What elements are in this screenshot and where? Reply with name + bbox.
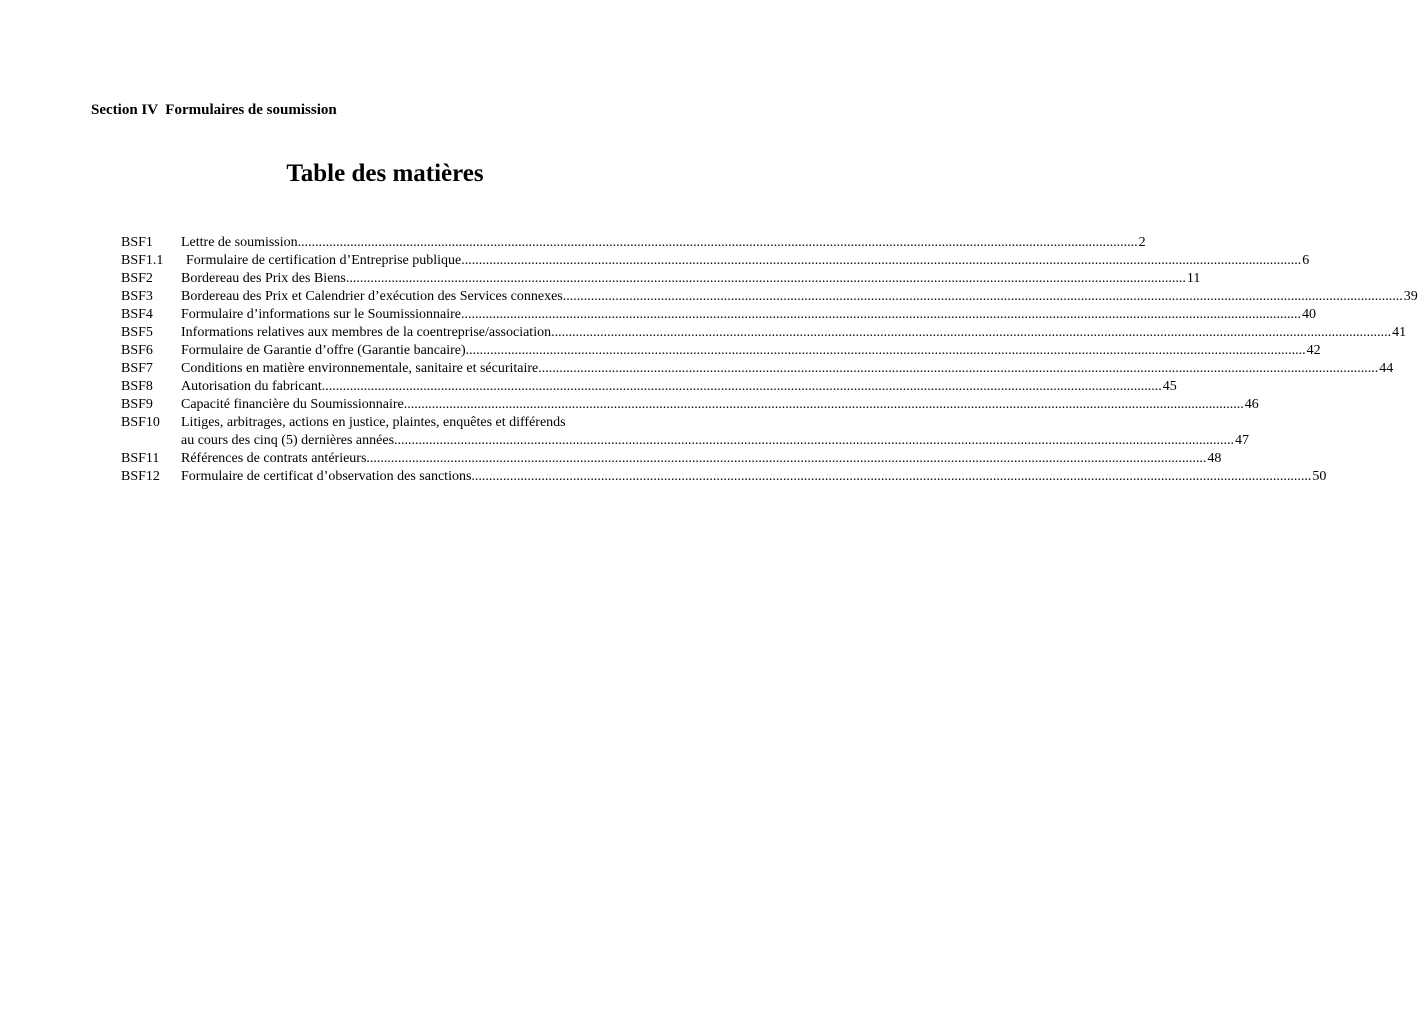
toc-label: Références de contrats antérieurs xyxy=(181,451,367,466)
toc-page-number: 50 xyxy=(1312,469,1327,484)
toc-page-number: 48 xyxy=(1207,451,1222,466)
toc-code: BSF8 xyxy=(121,379,153,394)
toc-label: Formulaire de certificat d’observation des sanctions xyxy=(181,469,472,484)
toc-code: BSF2 xyxy=(121,271,153,286)
toc-entry[interactable] xyxy=(121,252,1310,270)
toc-page-number: 6 xyxy=(1302,253,1310,268)
toc-code: BSF3 xyxy=(121,289,153,304)
toc-page-number: 39 xyxy=(1403,289,1418,304)
toc-leader-dots xyxy=(366,450,1206,468)
toc-code: BSF1.1 xyxy=(121,253,164,268)
toc-leader-dots xyxy=(461,306,1301,324)
section-header: Section IV Formulaires de soumission xyxy=(91,102,337,118)
toc-leader-dots xyxy=(461,252,1301,270)
toc-leader-dots xyxy=(538,360,1378,378)
toc-entry[interactable] xyxy=(121,450,1222,468)
toc-leader-dots xyxy=(322,378,1162,396)
toc-code: BSF4 xyxy=(121,307,153,322)
toc-entry[interactable] xyxy=(121,414,1250,450)
toc-page-number: 44 xyxy=(1379,361,1394,376)
toc-label: Formulaire d’informations sur le Soumissionnaire xyxy=(181,307,461,322)
toc-entry[interactable] xyxy=(121,396,1259,414)
toc-page-number: 47 xyxy=(1235,433,1250,448)
toc-leader-dots xyxy=(466,342,1306,360)
toc-label: Capacité financière du Soumissionnaire xyxy=(181,397,404,412)
toc-page-number: 41 xyxy=(1392,325,1407,340)
toc-entry[interactable] xyxy=(121,270,1201,288)
toc-label: au cours des cinq (5) dernières années xyxy=(181,433,395,448)
toc-label: Lettre de soumission xyxy=(181,235,298,250)
toc-label: Bordereau des Prix des Biens xyxy=(181,271,346,286)
toc-page-number: 45 xyxy=(1162,379,1177,394)
toc-code: BSF11 xyxy=(121,451,160,466)
toc-entry[interactable] xyxy=(121,324,1407,342)
toc-page-number: 2 xyxy=(1138,235,1146,250)
toc-code: BSF9 xyxy=(121,397,153,412)
page-title: Table des matières xyxy=(286,160,484,187)
toc-entry[interactable] xyxy=(121,468,1327,486)
toc-label: Informations relatives aux membres de la coentreprise/association xyxy=(181,325,552,340)
toc-leader-dots xyxy=(563,288,1403,306)
toc-leader-dots xyxy=(346,270,1186,288)
toc-label-line1: Litiges, arbitrages, actions en justice, plaintes, enquêtes et différends xyxy=(181,415,566,430)
toc-page-number: 11 xyxy=(1186,271,1201,286)
toc-entry[interactable] xyxy=(121,342,1321,360)
toc-label: Bordereau des Prix et Calendrier d’exécution des Services connexes xyxy=(181,289,563,304)
table-of-contents xyxy=(121,234,1418,486)
toc-entry[interactable] xyxy=(121,378,1177,396)
toc-leader-dots xyxy=(404,396,1244,414)
toc-page-number: 46 xyxy=(1244,397,1259,412)
toc-code: BSF6 xyxy=(121,343,153,358)
toc-leader-dots xyxy=(298,234,1138,252)
toc-page-number: 40 xyxy=(1301,307,1316,322)
toc-entry[interactable] xyxy=(121,288,1418,306)
toc-entry[interactable] xyxy=(121,306,1316,324)
toc-code: BSF7 xyxy=(121,361,153,376)
toc-code: BSF12 xyxy=(121,469,160,484)
toc-label: Conditions en matière environnementale, sanitaire et sécuritaire xyxy=(181,361,539,376)
toc-label: Formulaire de certification d’Entreprise publique xyxy=(186,253,462,268)
toc-leader-dots xyxy=(471,468,1311,486)
toc-code: BSF1 xyxy=(121,235,153,250)
toc-label: Autorisation du fabricant xyxy=(181,379,322,394)
toc-code: BSF10 xyxy=(121,415,160,430)
toc-code: BSF5 xyxy=(121,325,153,340)
toc-label: Formulaire de Garantie d’offre (Garantie bancaire) xyxy=(181,343,466,358)
toc-leader-dots xyxy=(394,432,1234,450)
toc-entry[interactable] xyxy=(121,360,1394,378)
toc-page-number: 42 xyxy=(1306,343,1321,358)
toc-leader-dots xyxy=(551,324,1391,342)
toc-entry[interactable] xyxy=(121,234,1146,252)
